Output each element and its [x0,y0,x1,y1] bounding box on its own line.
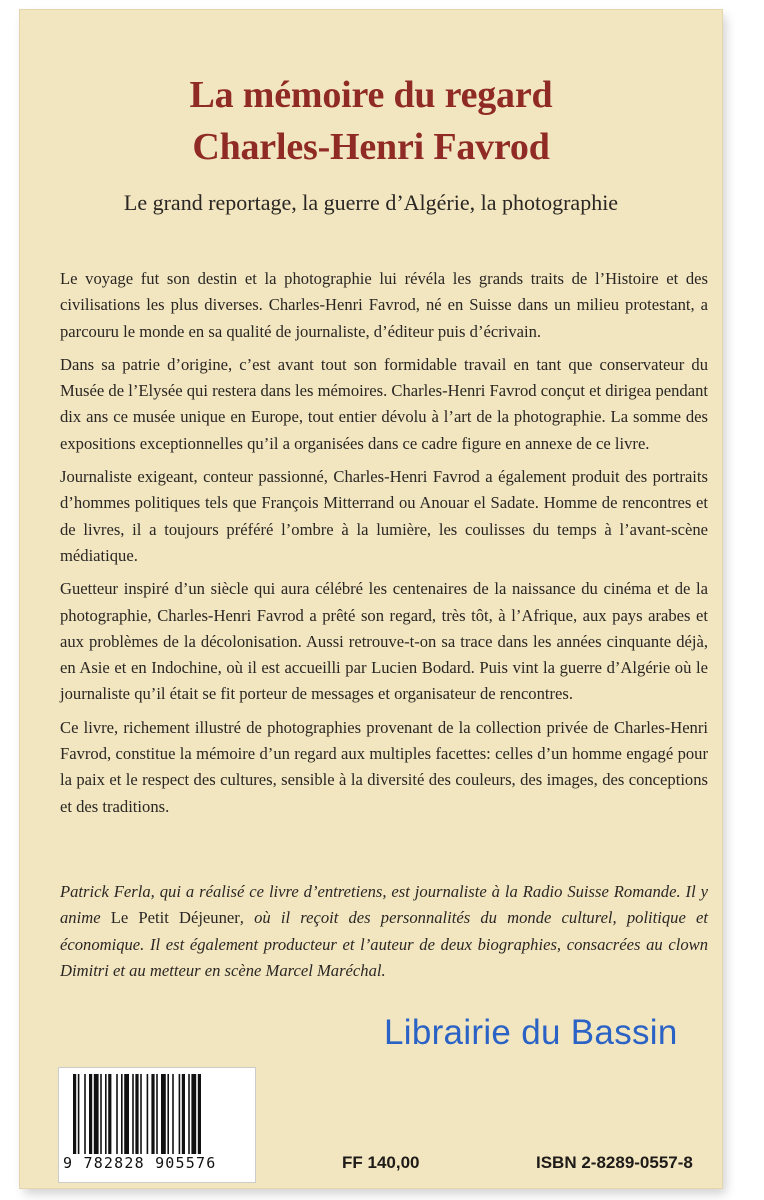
bio-text: Patrick Ferla, qui a réalisé ce livre d’entretiens, est journaliste à la Radio Suisse Romande. Il y anime [60,882,708,928]
barcode-bar [73,1074,76,1154]
barcode-bar [172,1074,174,1154]
bio-show-name: Le Petit Déjeuner [110,908,240,928]
barcode-bar [121,1074,123,1154]
blurb-paragraph: Le voyage fut son destin et la photographie lui révéla les grands traits de l’Histoire et des civilisations les plus diverses. Charles-Henri Favrod, né en Suisse dans un milieu protestant, a parcouru le monde en sa qualité de journaliste, d’éditeur puis d’écrivain. [60,269,708,341]
bookseller-stamp: Librairie du Bassin [384,1013,678,1052]
barcode-bar [89,1074,92,1154]
barcode-bar [147,1074,149,1154]
barcode-bar [135,1074,138,1154]
book-back-cover [20,10,722,1188]
barcode-bar [191,1074,196,1154]
barcode-bar [108,1074,111,1154]
barcode-bar [167,1074,169,1154]
barcode-bar [140,1074,142,1154]
blurb-paragraph: Guetteur inspiré d’un siècle qui aura célébré les centenaires de la naissance du cinéma et de la photographie, Charles-Henri Favrod a prêté son regard, très tôt, à l’Afrique, aux pays arabes et aux problèmes de la décolonisation. Aussi retrouve-t-on sa trace dans les années cinquante déjà, en Asie et en Indochine, où il est accueilli par Lucien Bodard. Puis vint la guerre d’Algérie où le journaliste qu’il était se fit porteur de messages et organisateur de rencontres. [60,579,708,704]
barcode-bar [188,1074,190,1154]
barcode-bar [179,1074,181,1154]
price: FF 140,00 [342,1153,420,1172]
book-author-title: Charles-Henri Favrod [192,126,550,168]
blurb-paragraph: Dans sa patrie d’origine, c’est avant tout son formidable travail en tant que conservateur du Musée de l’Elysée qui restera dans les mémoires. Charles-Henri Favrod conçut et dirigea pendant dix ans ce musée unique en Europe, tout entier dévolu à l’art de la photographie. La somme des expositions exceptionnelles qu’il a organisées dans ce cadre figure en annexe de ce livre. [60,354,708,453]
barcode-bar [151,1074,154,1154]
barcode-bar [84,1074,86,1154]
barcode-bar [132,1074,134,1154]
barcode-bar [78,1074,80,1154]
barcode-bar [94,1074,99,1154]
barcode [58,1067,256,1183]
barcode-bar [100,1074,102,1154]
book-subtitle: Le grand reportage, la guerre d’Algérie, la photographie [123,190,619,215]
barcode-bar [198,1074,201,1154]
barcode-bars [73,1074,241,1154]
interviewer-bio [60,879,708,984]
barcode-bar [116,1074,118,1154]
bio-text: , où il reçoit des personnalités du monde culturel, politique et économique. Il est également producteur et l’auteur de deux biographies, consacrées au clown Dimitri et au metteur en scène Marcel Maréchal. [60,908,708,980]
blurb [60,266,708,827]
barcode-number: 9 782828 905576 [63,1154,217,1172]
barcode-bar [182,1074,185,1154]
barcode-bar [161,1074,166,1154]
isbn: ISBN 2-8289-0557-8 [536,1153,693,1172]
book-title: La mémoire du regard [189,74,553,116]
blurb-paragraph: Journaliste exigeant, conteur passionné, Charles-Henri Favrod a également produit des portraits d’hommes politiques tels que François Mitterrand ou Anouar el Sadate. Homme de rencontres et de livres, il a toujours préféré l’ombre à la lumière, les coulisses du temps à l’avant-scène médiatique. [60,467,708,565]
blurb-paragraph: Ce livre, richement illustré de photographies provenant de la collection privée de Charles-Henri Favrod, constitue la mémoire d’un regard aux multiples facettes: celles d’un homme engagé pour la paix et le respect des cultures, sensible à la diversité des couleurs, des images, des conceptions et des traditions. [60,717,708,816]
barcode-bar [105,1074,107,1154]
barcode-bar [124,1074,129,1154]
barcode-bar [156,1074,158,1154]
